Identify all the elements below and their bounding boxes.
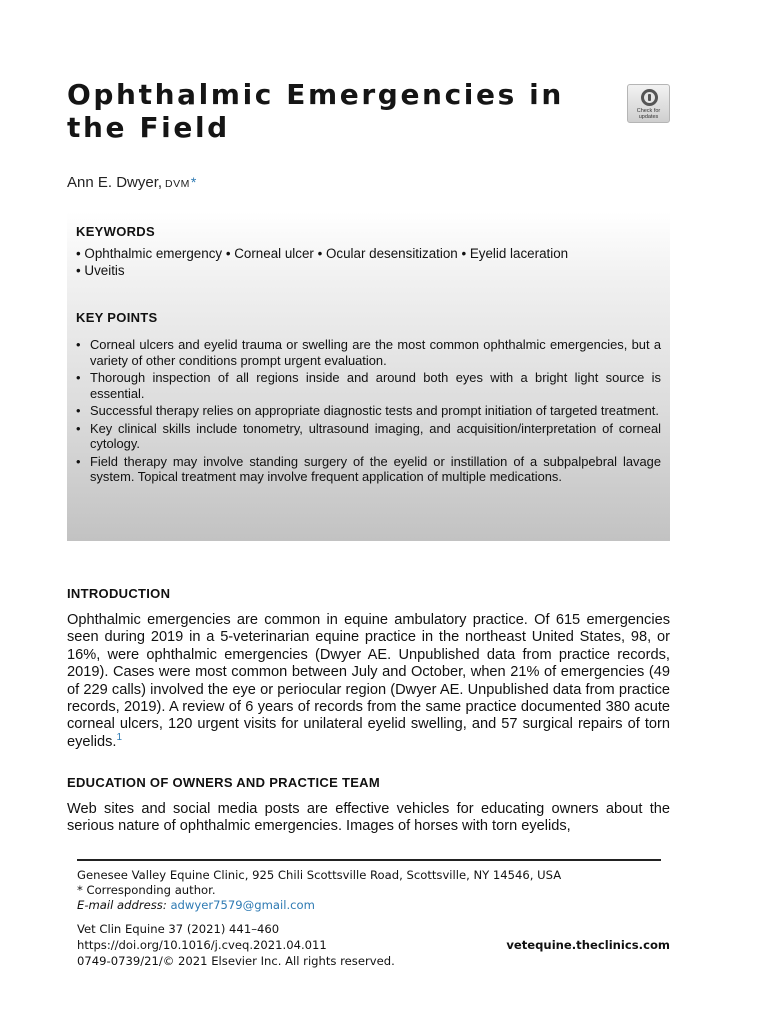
corresponding-author-link[interactable]: * xyxy=(190,174,197,190)
check-for-updates-button[interactable] xyxy=(627,84,670,123)
key-point-item: • Key clinical skills include tonometry, ultrasound imaging, and acquisition/interpretation of corneal cytology. xyxy=(76,420,661,451)
citation: Vet Clin Equine 37 (2021) 441–460 xyxy=(77,922,280,936)
check-updates-icon xyxy=(641,89,658,106)
bullet-icon: • xyxy=(76,420,81,436)
key-point-item: • Corneal ulcers and eyelid trauma or swelling are the most common ophthalmic emergencies, but a variety of other conditions prompt urgent evaluation. xyxy=(76,337,661,368)
key-point-item: • Field therapy may involve standing surgery of the eyelid or instillation of a subpalpebral lavage system. Topical treatment may involve frequent application of multiple medications. xyxy=(76,453,661,484)
footer-divider xyxy=(77,859,661,861)
key-point-item: • Successful therapy relies on appropriate diagnostic tests and prompt initiation of targeted treatment. xyxy=(76,403,659,418)
copyright: 0749-0739/21/© 2021 Elsevier Inc. All rights reserved. xyxy=(77,954,395,968)
title-line-1: Ophthalmic Emergencies in xyxy=(67,78,564,111)
keywords-list xyxy=(76,245,661,279)
bullet-icon: • xyxy=(76,453,81,469)
bullet-icon: • xyxy=(76,370,81,385)
email-link[interactable]: adwyer7579@gmail.com xyxy=(170,898,315,912)
key-point-item: • Thorough inspection of all regions inside and around both eyes with a bright light source is essential. xyxy=(76,370,661,401)
corresponding-note: * Corresponding author. xyxy=(77,883,216,897)
bullet-icon: • xyxy=(76,403,81,418)
reference-link[interactable]: 1 xyxy=(116,731,123,743)
check-updates-label: Check for updates xyxy=(636,108,661,120)
key-points-list xyxy=(76,337,661,485)
title-line-2: the Field xyxy=(67,111,230,144)
author-line xyxy=(67,174,196,191)
keywords-key-points-box xyxy=(67,212,670,541)
author-name: Ann E. Dwyer, xyxy=(67,174,163,191)
introduction-heading: INTRODUCTION xyxy=(67,586,171,601)
email-label: E-mail address: xyxy=(77,898,167,912)
author-degree: DVM xyxy=(165,178,190,190)
article-title xyxy=(67,78,587,144)
bullet-icon: • xyxy=(76,337,81,352)
keywords-line-2: • Uveitis xyxy=(76,263,125,278)
affiliation: Genesee Valley Equine Clinic, 925 Chili Scottsville Road, Scottsville, NY 14546, USA xyxy=(77,868,562,882)
key-points-heading: KEY POINTS xyxy=(76,310,158,325)
keywords-heading: KEYWORDS xyxy=(76,224,155,239)
education-paragraph: Web sites and social media posts are effective vehicles for educating owners about the serious nature of ophthalmic emergencies. Images of horses with torn eyelids, xyxy=(67,801,670,835)
introduction-paragraph: Ophthalmic emergencies are common in equine ambulatory practice. Of 615 emergencies seen during 2019 in a 5-veterinarian equine practice in the northeast United States, 98, or 16%, were ophthalmic emergencies (Dwyer AE. Unpublished data from practice records, 2019). Cases were most common between July and October, when 21% of emergencies (49 of 229 calls) involved the eye or periocular region (Dwyer AE. Unpublished data from practice records, 2019). A review of 6 years of records from the same practice documented 380 acute corneal ulcers, 120 urgent visits for unilateral eyelid swelling, and 57 surgical repairs of torn eyelids.$^1$ xyxy=(67,612,670,750)
doi-link[interactable]: https://doi.org/10.1016/j.cveq.2021.04.011 xyxy=(77,938,327,952)
journal-site: vetequine.theclinics.com xyxy=(506,938,670,952)
email-line xyxy=(77,898,315,914)
education-heading: EDUCATION OF OWNERS AND PRACTICE TEAM xyxy=(67,775,380,790)
keywords-line-1: • Ophthalmic emergency • Corneal ulcer • Ocular desensitization • Eyelid laceration xyxy=(76,246,569,261)
